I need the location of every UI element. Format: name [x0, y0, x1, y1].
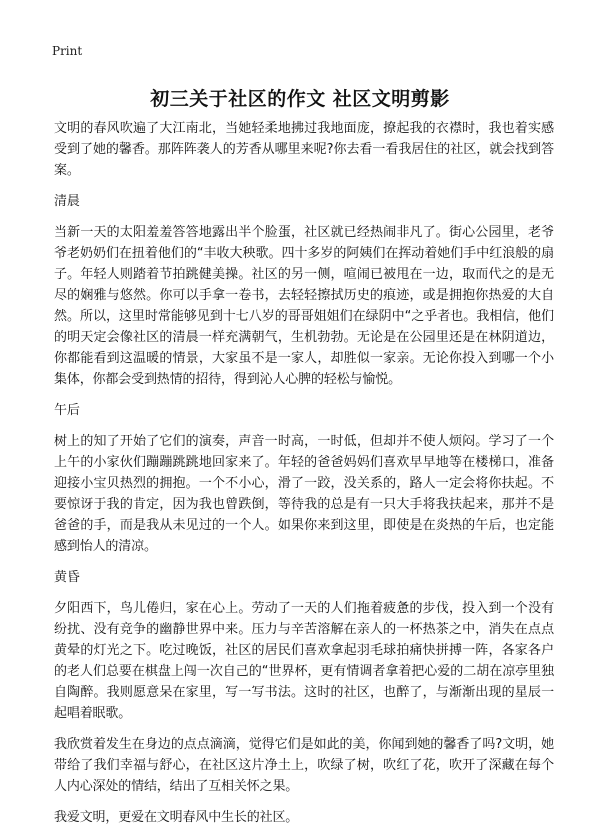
paragraph-afternoon: 树上的知了开始了它们的演奏，声音一时高，一时低，但却并不使人烦闷。学习了一个上午的小家伙们蹦蹦跳跳地回家来了。年轻的爸爸妈妈们喜欢早早地等在楼梯口，准备迎接小宝贝热烈的拥抱。一个不小心，滑了一跤，没关系的，路人一定会将你扶起。不要惊讶于我的肯定，因为我也曾跌倒，等待我的总是有一只大手将我扶起来，那并不是爸爸的手，而是我从未见过的一个人。如果你来到这里，即使是在炎热的午后，也定能感到怡人的清凉。	[54, 434, 554, 554]
paragraph-reflection: 我欣赏着发生在身边的点点滴滴，觉得它们是如此的美，你闻到她的馨香了吗?文明，她带给了我们幸福与舒心，在社区这片净土上，吹绿了树，吹红了花，吹开了深藏在每个人内心深处的情结，结出了互相关怀之果。	[54, 737, 554, 794]
article-title: 初三关于社区的作文 社区文明剪影	[150, 88, 450, 110]
section-heading-morning: 清晨	[54, 194, 80, 209]
paragraph-morning: 当新一天的太阳羞羞答答地露出半个脸蛋，社区就已经热闹非凡了。街心公园里，老爷爷老奶奶们在扭着他们的“丰收大秧歌。四十多岁的阿姨们在挥动着她们手中红浪般的扇子。年轻人则踏着节拍跳健美操。社区的另一侧，喧闹已被甩在一边，取而代之的是无尽的娴雅与悠然。你可以手拿一卷书，去轻轻擦拭历史的痕迹，或是拥抱你热爱的大自然。所以，这里时常能够见到十七八岁的哥哥姐姐们在绿阴中“之乎者也。我相信，他们的明天定会像社区的清晨一样充满朝气，生机勃勃。无论是在公园里还是在林阴道边，你都能看到这温暖的情景，大家虽不是一家人，却胜似一家亲。无论你投入到哪一个小集体，你都会受到热情的招待，得到沁人心脾的轻松与愉悦。	[54, 225, 554, 387]
article-body	[54, 118, 554, 838]
paragraph-closing: 我爱文明，更爱在文明春风中生长的社区。	[54, 810, 299, 825]
section-heading-dusk: 黄昏	[54, 570, 80, 585]
section-heading-afternoon: 午后	[54, 403, 80, 418]
paragraph-dusk: 夕阳西下，鸟儿倦归，家在心上。劳动了一天的人们拖着疲惫的步伐，投入到一个没有纷扰、没有竞争的幽静世界中来。压力与辛苦溶解在亲人的一杯热茶之中，消失在点点黄晕的灯光之下。吃过晚饭，社区的居民们喜欢拿起羽毛球拍痛快拼搏一阵，各家各户的老人们总要在棋盘上闯一次自己的“世界杯，更有情调者拿着把心爱的二胡在凉亭里独自陶醉。我则愿意呆在家里，写一写书法。这时的社区，也醉了，与渐渐出现的星辰一起唱着眠歌。	[54, 601, 554, 721]
paragraph-intro: 文明的春风吹遍了大江南北，当她轻柔地拂过我地面庞，撩起我的衣襟时，我也着实感受到了她的馨香。那阵阵袭人的芳香从哪里来呢?你去看一看我居住的社区，就会找到答案。	[54, 121, 554, 178]
print-link[interactable]: Print	[52, 44, 83, 58]
